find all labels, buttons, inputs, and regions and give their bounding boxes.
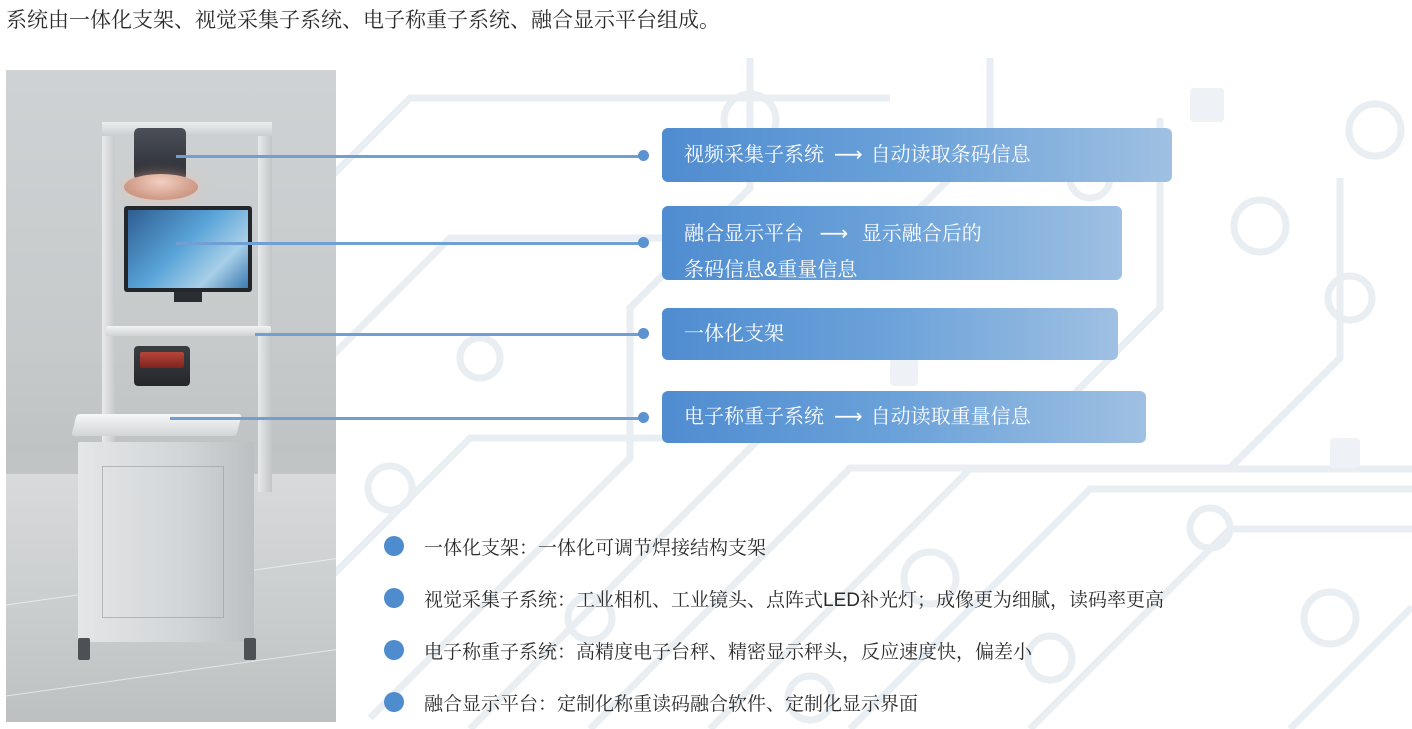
machine-shelf xyxy=(106,326,271,336)
list-item-text: 电子称重子系统：高精度电子台秤、精密显示秤头，反应速度快，偏差小 xyxy=(424,641,1033,663)
callout-fusion-display[interactable] xyxy=(662,206,1122,280)
cabinet-door xyxy=(102,466,224,618)
connector-line-electronic-weighing xyxy=(170,417,646,420)
connector-line-integrated-bracket xyxy=(255,333,646,336)
page-headline: 系统由一体化支架、视觉采集子系统、电子称重子系统、融合显示平台组成。 xyxy=(6,9,720,32)
bullet-dot-icon xyxy=(384,692,404,712)
bullet-dot-icon xyxy=(384,640,404,660)
list-item xyxy=(384,676,1164,728)
system-photo xyxy=(6,70,336,722)
callout-value-video-capture: 自动读取条码信息 xyxy=(870,144,1031,166)
led-light-ring xyxy=(124,174,198,200)
weighing-terminal-screen xyxy=(140,352,184,368)
callout-label-fusion-display: 融合显示平台 xyxy=(684,223,804,245)
callout-label-integrated-bracket: 一体化支架 xyxy=(684,323,784,345)
list-item xyxy=(384,624,1164,676)
callout-value-electronic-weighing: 自动读取重量信息 xyxy=(870,406,1031,428)
callout-electronic-weighing[interactable] xyxy=(662,391,1146,443)
arrow-icon: ⟶ xyxy=(834,406,861,428)
bullet-dot-icon xyxy=(384,588,404,608)
callout-integrated-bracket[interactable] xyxy=(662,308,1118,360)
connector-dot-integrated-bracket xyxy=(638,328,649,339)
list-item-text: 融合显示平台：定制化称重读码融合软件、定制化显示界面 xyxy=(424,693,919,715)
connector-line-video-capture xyxy=(176,155,646,158)
feature-bullet-list xyxy=(384,520,1164,728)
callout-value-fusion-display: 显示融合后的 xyxy=(861,223,982,245)
connector-line-fusion-display xyxy=(176,242,646,245)
connector-dot-electronic-weighing xyxy=(638,412,649,423)
cabinet-foot xyxy=(78,638,90,660)
monitor-screen xyxy=(128,210,248,288)
callout-video-capture[interactable] xyxy=(662,128,1172,182)
list-item xyxy=(384,572,1164,624)
machine-frame-left xyxy=(102,122,115,492)
machine-frame-right xyxy=(258,122,272,492)
machine-frame-top xyxy=(102,122,272,136)
callout-label-video-capture: 视频采集子系统 xyxy=(684,144,824,166)
monitor-stand xyxy=(174,292,202,302)
callout-label-electronic-weighing: 电子称重子系统 xyxy=(684,406,824,428)
list-item-text: 视觉采集子系统：工业相机、工业镜头、点阵式LED补光灯；成像更为细腻，读码率更高 xyxy=(424,589,1164,611)
list-item xyxy=(384,520,1164,572)
arrow-icon: ⟶ xyxy=(819,223,847,245)
connector-dot-video-capture xyxy=(638,150,649,161)
cabinet-foot xyxy=(244,638,256,660)
connector-dot-fusion-display xyxy=(638,237,649,248)
industrial-camera xyxy=(134,128,186,180)
arrow-icon: ⟶ xyxy=(834,144,861,166)
list-item-text: 一体化支架：一体化可调节焊接结构支架 xyxy=(424,537,767,559)
bullet-dot-icon xyxy=(384,536,404,556)
callout-value2-fusion-display: 条码信息&重量信息 xyxy=(684,259,858,281)
display-monitor xyxy=(124,206,252,292)
